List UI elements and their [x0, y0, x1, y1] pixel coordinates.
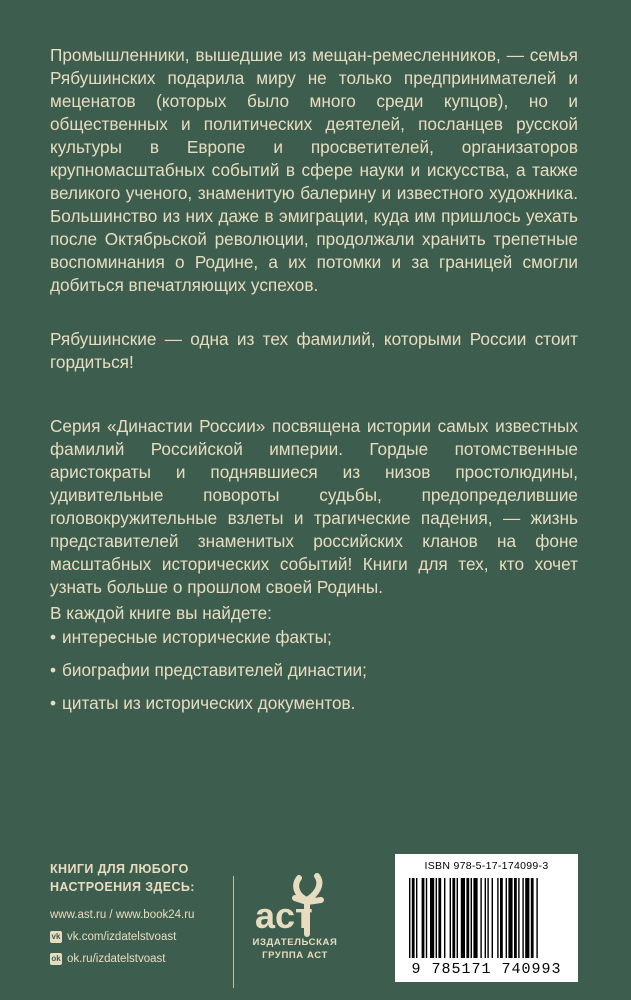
barcode-bar: [497, 878, 498, 958]
barcode-bar: [450, 878, 451, 958]
barcode-bar: [492, 878, 493, 958]
barcode-bar: [436, 878, 437, 958]
list-item: [50, 659, 367, 692]
list-item-text: биографии представителей династии;: [62, 660, 367, 680]
bullet-icon: •: [50, 627, 57, 647]
barcode-bar: [444, 878, 445, 958]
promo-line-2: НАСТРОЕНИЯ ЗДЕСЬ:: [50, 880, 195, 894]
barcode-bar: [480, 878, 481, 958]
series-paragraph: [50, 415, 578, 599]
vk-link[interactable]: [50, 926, 194, 948]
barcode-bar: [461, 878, 465, 958]
barcode-bar: [531, 878, 534, 958]
ok-text: ok.ru/izdatelstvoast: [67, 953, 166, 965]
barcode-bar: [422, 878, 425, 958]
barcode-bar: [426, 878, 427, 958]
vk-text: vk.com/izdatelstvoast: [67, 931, 177, 943]
ok-link[interactable]: [50, 948, 194, 970]
ok-icon: ok: [51, 954, 61, 963]
list-item: [50, 692, 367, 725]
barcode-bar: [508, 878, 512, 958]
barcode-bar: [416, 878, 417, 958]
barcode-bar: [473, 878, 477, 958]
vk-icon: vk: [51, 932, 61, 941]
barcode-bar: [457, 878, 458, 958]
description-paragraph-2: [50, 328, 578, 374]
barcode-digits: 9 785171 740993: [411, 961, 562, 978]
list-intro: [50, 602, 578, 625]
barcode-bar: [409, 878, 410, 958]
features-list: [50, 626, 367, 725]
publisher-caption: [240, 936, 350, 962]
barcode-bar: [438, 878, 441, 958]
barcode-bar: [412, 878, 415, 958]
barcode-bar: [506, 878, 507, 958]
ast-logo: [251, 868, 339, 940]
publisher-line-2: ГРУППА АСТ: [262, 950, 328, 961]
barcode-bar: [514, 878, 517, 958]
promo-line-1: КНИГИ ДЛЯ ЛЮБОГО: [50, 862, 189, 876]
barcode-bar: [487, 878, 488, 958]
barcode: [395, 854, 578, 982]
description-paragraph-1: [50, 44, 578, 297]
publisher-line-1: ИЗДАТЕЛЬСКАЯ: [252, 937, 338, 948]
barcode-bar: [518, 878, 519, 958]
barcode-bar: [522, 878, 523, 958]
bullet-icon: •: [50, 660, 57, 680]
list-intro-text: В каждой книге вы найдете:: [50, 603, 272, 623]
list-item-text: интересные исторические факты;: [62, 627, 332, 647]
footer: [0, 850, 631, 1000]
barcode-bar: [536, 878, 537, 958]
barcode-bar: [485, 878, 486, 958]
barcode-bar: [452, 878, 455, 958]
links-block: [50, 904, 194, 970]
series-text: Серия «Династии России» посвящена истории самых известных фамилий Российской империи. Гордые потомственные аристократы и поднявшиеся из низов простолюдины, удивительные повороты судьбы, предопределившие головокружительные взлеты и трагические падения, — жизнь представителей знаменитых российских кланов на фоне масштабных исторических событий! Книги для тех, кто хочет узнать больше о прошлом своей Родины.: [50, 416, 578, 597]
list-item: [50, 626, 367, 659]
description-text-1: Промышленники, вышедшие из мещан-ремесленников, — семья Рябушинских подарила миру не только предпринимателей и меценатов (которых было много среди купцов), но и общественных и политических деятелей, посланцев русской культуры в Европе и просветителей, организаторов крупномасштабных событий в сфере науки и искусства, а также великого ученого, знаменитую балерину и известного художника. Большинство из них даже в эмиграции, куда им пришлось уехать после Октябрьской революции, продолжали хранить трепетные воспоминания о Родине, а их потомки и за границей смогли добиться впечатляющих успехов.: [50, 45, 578, 295]
promo-title: [50, 860, 195, 896]
bullet-icon: •: [50, 693, 57, 713]
description-text-2: Рябушинские — одна из тех фамилий, которыми России стоит гордиться!: [50, 329, 578, 372]
list-item-text: цитаты из исторических документов.: [62, 693, 356, 713]
websites-text: www.ast.ru / www.book24.ru: [50, 909, 195, 921]
logo-text: аст: [255, 895, 313, 936]
barcode-bar: [525, 878, 529, 958]
websites-link[interactable]: [50, 904, 194, 926]
barcode-bar: [466, 878, 469, 958]
barcode-bar: [500, 878, 503, 958]
footer-divider: [233, 876, 234, 988]
barcode-bar: [430, 878, 434, 958]
isbn-label: ISBN 978-5-17-174099-3: [424, 860, 549, 872]
barcode-bar: [471, 878, 472, 958]
